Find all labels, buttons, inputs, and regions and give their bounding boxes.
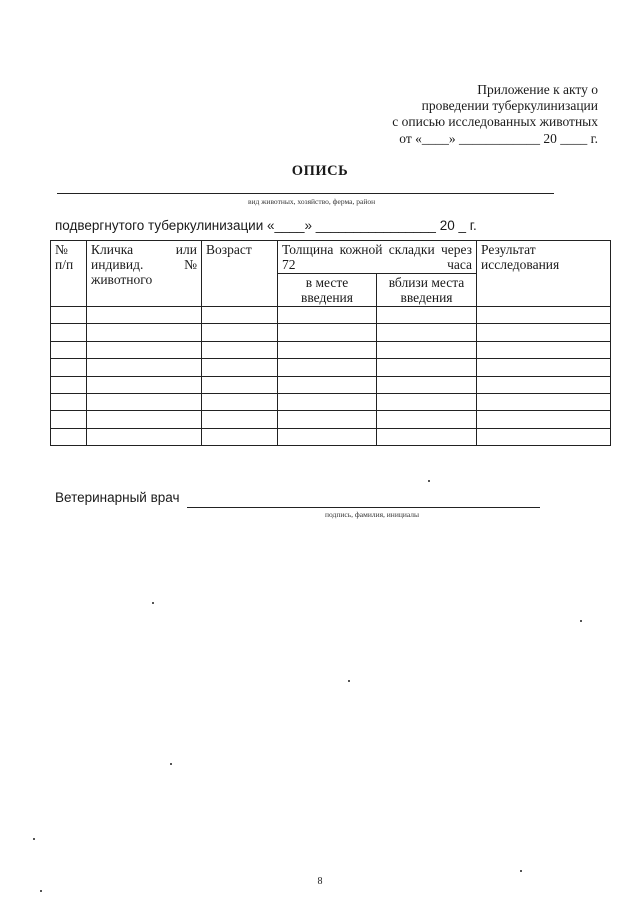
scan-speck [33, 838, 35, 840]
table-cell [202, 428, 278, 445]
subheader-at-site: в месте введения [278, 274, 377, 307]
table-cell [477, 324, 611, 341]
table-cell [87, 428, 202, 445]
table-cell [377, 376, 477, 393]
table-cell [477, 307, 611, 324]
document-title: ОПИСЬ [291, 163, 349, 179]
table-cell [202, 359, 278, 376]
signature-caption: подпись, фамилия, инициалы [325, 510, 420, 519]
table-cell [278, 393, 377, 410]
table-cell [87, 411, 202, 428]
table-row [51, 411, 611, 428]
table-row [51, 393, 611, 410]
annex-line-2: проведении туберкулинизации [421, 98, 598, 113]
scan-speck [520, 870, 522, 872]
veterinarian-label: Ветеринарный врач [55, 490, 180, 505]
table-row [51, 341, 611, 358]
table-cell [377, 307, 477, 324]
table-row [51, 324, 611, 341]
table-cell [87, 307, 202, 324]
scan-speck [152, 602, 154, 604]
animal-info-line [57, 193, 554, 194]
table-row [51, 359, 611, 376]
header-skin-thickness: Толщина кожной складки через 72 часа [278, 241, 477, 274]
table-cell [87, 359, 202, 376]
signature-line [187, 507, 540, 508]
table-cell [51, 341, 87, 358]
table-header-row [51, 241, 611, 274]
table-cell [202, 307, 278, 324]
table-row [51, 428, 611, 445]
inventory-table [50, 240, 611, 446]
annex-line-3: с описью исследованных животных [392, 114, 598, 129]
table-cell [87, 324, 202, 341]
table-cell [87, 393, 202, 410]
annex-date-line: от «____» ____________ 20 ____ г. [399, 131, 598, 146]
table-cell [87, 376, 202, 393]
header-result: Результат исследования [477, 241, 611, 307]
header-age: Возраст [202, 241, 278, 307]
scan-speck [170, 763, 172, 765]
animal-info-caption: вид животных, хозяйство, ферма, район [248, 197, 376, 206]
scan-speck [428, 480, 430, 482]
table-cell [377, 341, 477, 358]
table-cell [278, 411, 377, 428]
table-cell [377, 359, 477, 376]
table-cell [377, 393, 477, 410]
table-cell [377, 324, 477, 341]
scan-speck [580, 620, 582, 622]
table-cell [278, 341, 377, 358]
table-row [51, 307, 611, 324]
table-cell [202, 411, 278, 428]
tuberculinization-date-line: подвергнутого туберкулинизации «____» ________________ 20 _ г. [55, 218, 477, 233]
table-cell [477, 393, 611, 410]
table-cell [278, 376, 377, 393]
page-number: 8 [317, 876, 323, 887]
table-row [51, 376, 611, 393]
table-cell [278, 324, 377, 341]
subheader-near-site: вблизи места введения [377, 274, 477, 307]
table-cell [202, 376, 278, 393]
table-cell [51, 359, 87, 376]
header-animal-name: Кличка или индивид. № животного [87, 241, 202, 307]
annex-line-1: Приложение к акту о [477, 82, 598, 97]
table-cell [377, 428, 477, 445]
table-cell [51, 376, 87, 393]
table-cell [278, 428, 377, 445]
table-cell [477, 411, 611, 428]
scan-speck [348, 680, 350, 682]
table-cell [278, 307, 377, 324]
table-cell [202, 393, 278, 410]
table-cell [477, 376, 611, 393]
scan-speck [40, 890, 42, 892]
table-cell [278, 359, 377, 376]
table-cell [51, 324, 87, 341]
table-cell [477, 359, 611, 376]
table-cell [202, 341, 278, 358]
table-cell [202, 324, 278, 341]
table-cell [51, 411, 87, 428]
table-cell [87, 341, 202, 358]
header-number: № п/п [51, 241, 87, 307]
table-cell [477, 428, 611, 445]
table-cell [51, 393, 87, 410]
table-cell [51, 307, 87, 324]
table-cell [477, 341, 611, 358]
table-cell [377, 411, 477, 428]
table-cell [51, 428, 87, 445]
